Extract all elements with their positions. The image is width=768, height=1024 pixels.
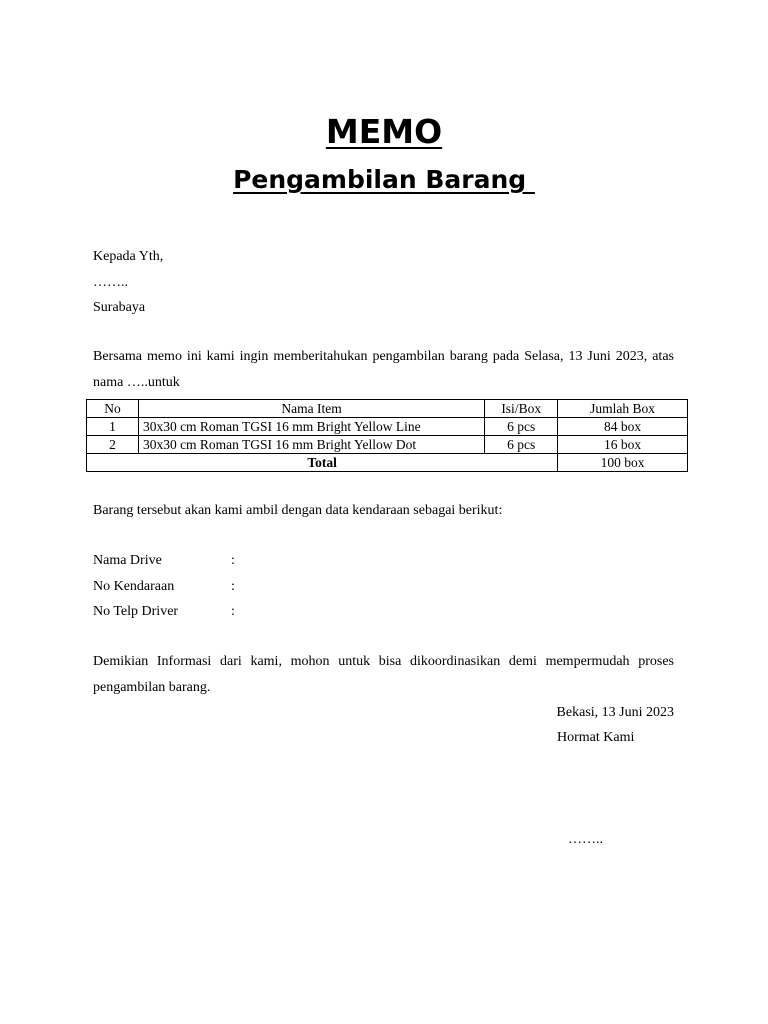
signature-regards: Hormat Kami bbox=[557, 730, 635, 745]
signature-place-date: Bekasi, 13 Juni 2023 bbox=[556, 705, 674, 720]
field-label-nama-drive: Nama Drive bbox=[93, 553, 162, 568]
table-row bbox=[87, 418, 688, 436]
field-colon: : bbox=[231, 579, 235, 594]
header-isi-box: Isi/Box bbox=[485, 400, 558, 418]
header-jumlah-box: Jumlah Box bbox=[558, 400, 688, 418]
recipient-greeting: Kepada Yth, bbox=[93, 249, 164, 264]
total-value: 100 box bbox=[558, 454, 688, 472]
header-nama-item: Nama Item bbox=[138, 400, 484, 418]
cell-jumlah-box: 84 box bbox=[558, 418, 688, 436]
cell-nama-item: 30x30 cm Roman TGSI 16 mm Bright Yellow Line bbox=[138, 418, 484, 436]
cell-jumlah-box: 16 box bbox=[558, 436, 688, 454]
closing-paragraph: Demikian Informasi dari kami, mohon untuk bisa dikoordinasikan demi mempermudah proses pengambilan barang. bbox=[93, 654, 674, 695]
total-label: Total bbox=[87, 454, 558, 472]
memo-title bbox=[0, 110, 768, 154]
cell-nama-item: 30x30 cm Roman TGSI 16 mm Bright Yellow Dot bbox=[138, 436, 484, 454]
memo-subtitle-text: Pengambilan Barang bbox=[233, 165, 535, 194]
field-colon: : bbox=[231, 553, 235, 568]
table-header-row bbox=[87, 400, 688, 418]
intro-paragraph: Bersama memo ini kami ingin memberitahukan pengambilan barang pada Selasa, 13 Juni 2023, atas nama …..untuk bbox=[93, 349, 674, 390]
signature-name: …….. bbox=[568, 832, 603, 847]
field-colon: : bbox=[231, 604, 235, 619]
cell-no: 2 bbox=[87, 436, 139, 454]
cell-isi-box: 6 pcs bbox=[485, 436, 558, 454]
recipient-city: Surabaya bbox=[93, 300, 146, 315]
field-label-no-kendaraan: No Kendaraan bbox=[93, 579, 175, 594]
table-total-row bbox=[87, 454, 688, 472]
header-no: No bbox=[87, 400, 139, 418]
cell-no: 1 bbox=[87, 418, 139, 436]
memo-title-text: MEMO bbox=[325, 112, 443, 151]
cell-isi-box: 6 pcs bbox=[485, 418, 558, 436]
memo-subtitle bbox=[0, 163, 768, 197]
table-row bbox=[87, 436, 688, 454]
field-label-no-telp-driver: No Telp Driver bbox=[93, 604, 179, 619]
vehicle-intro: Barang tersebut akan kami ambil dengan data kendaraan sebagai berikut: bbox=[93, 503, 503, 518]
recipient-name: …….. bbox=[93, 275, 128, 290]
items-table bbox=[86, 399, 688, 472]
